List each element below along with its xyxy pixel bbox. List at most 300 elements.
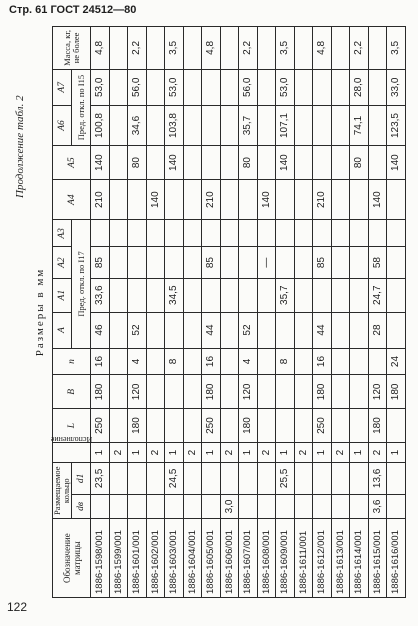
cell-name: 1886-1601/001	[128, 519, 147, 598]
cell-l	[109, 409, 128, 443]
cell-a6	[183, 105, 202, 145]
cell-b: 120	[128, 375, 147, 409]
cell-b: 180	[91, 375, 110, 409]
cell-l: 250	[91, 409, 110, 443]
cell-name: 1886-1616/001	[387, 519, 406, 598]
cell-a3	[202, 220, 221, 247]
cell-a3	[387, 220, 406, 247]
table-row	[387, 27, 406, 598]
cell-mass: 2,2	[239, 27, 258, 70]
cell-name: 1886-1613/001	[331, 519, 350, 598]
cell-a1	[294, 278, 313, 312]
cell-a7	[294, 69, 313, 105]
cell-a4: 140	[368, 179, 387, 219]
cell-n	[109, 348, 128, 375]
cell-a1	[350, 278, 369, 312]
cell-a2: 85	[313, 247, 332, 278]
cell-a1	[313, 278, 332, 312]
cell-name: 1886-1615/001	[368, 519, 387, 598]
cell-a: 28	[368, 312, 387, 348]
header-A3: A3	[53, 220, 72, 247]
cell-n	[220, 348, 239, 375]
cell-a7	[368, 69, 387, 105]
cell-n: 8	[276, 348, 295, 375]
cell-name: 1886-1603/001	[165, 519, 184, 598]
cell-dv	[257, 494, 276, 519]
cell-b: 180	[202, 375, 221, 409]
cell-a4	[239, 179, 258, 219]
cell-a4	[387, 179, 406, 219]
cell-l	[350, 409, 369, 443]
header-A4: A4	[53, 179, 91, 219]
cell-d1	[128, 463, 147, 494]
table-row	[183, 27, 202, 598]
cell-a2	[350, 247, 369, 278]
cell-d1	[257, 463, 276, 494]
cell-a2	[183, 247, 202, 278]
cell-a6: 35,7	[239, 105, 258, 145]
cell-isp: 1	[128, 442, 147, 462]
cell-a2	[128, 247, 147, 278]
cell-isp: 2	[183, 442, 202, 462]
cell-a1: 35,7	[276, 278, 295, 312]
cell-a	[146, 312, 165, 348]
cell-a6	[109, 105, 128, 145]
cell-a1	[239, 278, 258, 312]
cell-a6	[313, 105, 332, 145]
cell-a2: 85	[91, 247, 110, 278]
table-row	[276, 27, 295, 598]
cell-d1	[146, 463, 165, 494]
cell-a5	[109, 146, 128, 180]
cell-a7	[331, 69, 350, 105]
cell-a: 52	[239, 312, 258, 348]
cell-d1	[294, 463, 313, 494]
cell-a2	[294, 247, 313, 278]
cell-a1	[183, 278, 202, 312]
cell-a4	[331, 179, 350, 219]
cell-a3	[165, 220, 184, 247]
cell-a2	[239, 247, 258, 278]
cell-a5	[220, 146, 239, 180]
cell-a6: 34,6	[128, 105, 147, 145]
cell-d1	[350, 463, 369, 494]
cell-b	[257, 375, 276, 409]
table-body	[91, 27, 406, 598]
cell-a6	[220, 105, 239, 145]
cell-a4	[276, 179, 295, 219]
cell-a3	[331, 220, 350, 247]
cell-a5: 140	[276, 146, 295, 180]
cell-a2	[165, 247, 184, 278]
cell-d1	[202, 463, 221, 494]
cell-n: 16	[313, 348, 332, 375]
cell-b: 180	[387, 375, 406, 409]
cell-a6: 123,5	[387, 105, 406, 145]
cell-a5	[146, 146, 165, 180]
cell-a3	[313, 220, 332, 247]
cell-a5: 140	[387, 146, 406, 180]
header-L: L	[53, 409, 91, 443]
cell-a	[165, 312, 184, 348]
cell-a1	[146, 278, 165, 312]
cell-mass: 3,5	[165, 27, 184, 70]
cell-a5: 140	[165, 146, 184, 180]
cell-d1: 13,6	[368, 463, 387, 494]
cell-n	[183, 348, 202, 375]
table-row	[165, 27, 184, 598]
cell-a7	[183, 69, 202, 105]
table-row	[331, 27, 350, 598]
cell-dv	[331, 494, 350, 519]
header-name: Обозначение матрицы	[53, 519, 91, 598]
cell-a7	[220, 69, 239, 105]
cell-a	[183, 312, 202, 348]
cell-a7: 56,0	[239, 69, 258, 105]
cell-isp: 1	[202, 442, 221, 462]
cell-n	[146, 348, 165, 375]
cell-a2	[331, 247, 350, 278]
cell-name: 1886-1611/001	[294, 519, 313, 598]
cell-l	[331, 409, 350, 443]
cell-a7	[109, 69, 128, 105]
cell-isp: 1	[350, 442, 369, 462]
cell-b	[146, 375, 165, 409]
cell-a7	[257, 69, 276, 105]
cell-a	[294, 312, 313, 348]
page-header: Стр. 61 ГОСТ 24512—80	[9, 4, 137, 16]
cell-a5	[183, 146, 202, 180]
cell-dv	[165, 494, 184, 519]
cell-isp: 1	[165, 442, 184, 462]
table-row	[220, 27, 239, 598]
cell-a1	[128, 278, 147, 312]
cell-isp: 2	[220, 442, 239, 462]
cell-d1	[239, 463, 258, 494]
cell-dv	[128, 494, 147, 519]
cell-a: 44	[313, 312, 332, 348]
cell-isp: 2	[146, 442, 165, 462]
cell-a1: 33,6	[91, 278, 110, 312]
cell-a5	[313, 146, 332, 180]
cell-a7: 53,0	[91, 69, 110, 105]
cell-a2	[220, 247, 239, 278]
dimensions-table	[52, 26, 406, 598]
header-ring: Размещаемое кольцо	[53, 463, 72, 519]
table-row	[294, 27, 313, 598]
table-row	[313, 27, 332, 598]
cell-d1: 24,5	[165, 463, 184, 494]
cell-dv	[91, 494, 110, 519]
cell-a7: 56,0	[128, 69, 147, 105]
header-B: B	[53, 375, 91, 409]
cell-n	[350, 348, 369, 375]
cell-a6	[202, 105, 221, 145]
cell-a6: 103,8	[165, 105, 184, 145]
cell-a4	[350, 179, 369, 219]
cell-a5	[331, 146, 350, 180]
cell-a7	[202, 69, 221, 105]
page-number: 122	[7, 600, 28, 614]
table-row	[146, 27, 165, 598]
cell-b	[220, 375, 239, 409]
cell-a1	[257, 278, 276, 312]
header-A2: A2	[53, 247, 72, 278]
table-row	[257, 27, 276, 598]
cell-dv	[109, 494, 128, 519]
table-title: Размеры в мм	[34, 267, 46, 357]
cell-mass	[220, 27, 239, 70]
cell-a4: 210	[313, 179, 332, 219]
cell-a7: 53,0	[165, 69, 184, 105]
cell-mass	[368, 27, 387, 70]
cell-b	[276, 375, 295, 409]
table-row	[368, 27, 387, 598]
cell-isp: 2	[109, 442, 128, 462]
cell-n: 24	[387, 348, 406, 375]
cell-a3	[183, 220, 202, 247]
cell-a5	[294, 146, 313, 180]
cell-a: 46	[91, 312, 110, 348]
cell-a6: 74,1	[350, 105, 369, 145]
cell-n	[257, 348, 276, 375]
header-ispolnenie: Исполнение	[53, 442, 91, 462]
cell-b: 120	[368, 375, 387, 409]
cell-b	[331, 375, 350, 409]
cell-a1: 34,5	[165, 278, 184, 312]
cell-d1	[109, 463, 128, 494]
cell-a4: 210	[91, 179, 110, 219]
cell-b: 180	[313, 375, 332, 409]
cell-a7	[146, 69, 165, 105]
cell-b	[294, 375, 313, 409]
table-continuation-label: Продолжение табл. 2	[14, 95, 26, 198]
cell-a5: 80	[239, 146, 258, 180]
cell-a3	[239, 220, 258, 247]
cell-a4	[109, 179, 128, 219]
cell-dv	[276, 494, 295, 519]
cell-mass	[146, 27, 165, 70]
header-A7: A7	[53, 69, 72, 105]
cell-a6	[368, 105, 387, 145]
cell-l	[387, 409, 406, 443]
cell-mass	[183, 27, 202, 70]
cell-n	[294, 348, 313, 375]
table-row	[350, 27, 369, 598]
cell-b: 120	[239, 375, 258, 409]
cell-d1	[220, 463, 239, 494]
cell-a4	[294, 179, 313, 219]
cell-dv	[313, 494, 332, 519]
cell-a	[350, 312, 369, 348]
cell-l	[294, 409, 313, 443]
cell-l	[146, 409, 165, 443]
cell-a3	[109, 220, 128, 247]
cell-n	[368, 348, 387, 375]
cell-a1	[220, 278, 239, 312]
cell-a4	[165, 179, 184, 219]
cell-isp: 1	[387, 442, 406, 462]
cell-b	[109, 375, 128, 409]
header-A6: A6	[53, 105, 72, 145]
table-row	[128, 27, 147, 598]
cell-a: 44	[202, 312, 221, 348]
cell-l: 180	[368, 409, 387, 443]
cell-dv	[202, 494, 221, 519]
cell-a3	[91, 220, 110, 247]
cell-isp: 1	[313, 442, 332, 462]
cell-a3	[276, 220, 295, 247]
cell-name: 1886-1599/001	[109, 519, 128, 598]
cell-a4: 210	[202, 179, 221, 219]
cell-a3	[146, 220, 165, 247]
cell-dv	[183, 494, 202, 519]
cell-a	[387, 312, 406, 348]
cell-isp: 1	[239, 442, 258, 462]
cell-name: 1886-1609/001	[276, 519, 295, 598]
cell-mass	[109, 27, 128, 70]
header-A1: A1	[53, 278, 72, 312]
table-row	[239, 27, 258, 598]
cell-mass: 3,5	[387, 27, 406, 70]
cell-a6: 107,1	[276, 105, 295, 145]
cell-a1	[202, 278, 221, 312]
cell-d1	[387, 463, 406, 494]
cell-a7: 28,0	[350, 69, 369, 105]
table-row	[91, 27, 110, 598]
cell-a1: 24,7	[368, 278, 387, 312]
cell-d1	[331, 463, 350, 494]
cell-a6	[331, 105, 350, 145]
cell-a1	[331, 278, 350, 312]
cell-a5	[257, 146, 276, 180]
cell-name: 1886-1604/001	[183, 519, 202, 598]
cell-name: 1886-1605/001	[202, 519, 221, 598]
cell-n	[331, 348, 350, 375]
cell-a5	[368, 146, 387, 180]
cell-a5: 140	[91, 146, 110, 180]
cell-isp: 2	[331, 442, 350, 462]
cell-a2	[276, 247, 295, 278]
cell-a	[220, 312, 239, 348]
cell-mass: 2,2	[128, 27, 147, 70]
cell-name: 1886-1607/001	[239, 519, 258, 598]
cell-a5	[202, 146, 221, 180]
cell-mass: 4,8	[91, 27, 110, 70]
cell-a2: —	[257, 247, 276, 278]
cell-name: 1886-1606/001	[220, 519, 239, 598]
cell-dv	[350, 494, 369, 519]
cell-isp: 1	[91, 442, 110, 462]
cell-a6	[146, 105, 165, 145]
header-A: A	[53, 312, 72, 348]
cell-n: 16	[91, 348, 110, 375]
cell-b	[350, 375, 369, 409]
header-d1: d1	[72, 463, 91, 494]
cell-mass: 4,8	[202, 27, 221, 70]
cell-n: 4	[239, 348, 258, 375]
cell-a2	[146, 247, 165, 278]
cell-a: 52	[128, 312, 147, 348]
cell-a3	[128, 220, 147, 247]
cell-a7: 33,0	[387, 69, 406, 105]
header-tolerance-1: Пред. откл. по I17	[72, 220, 91, 348]
cell-dv	[239, 494, 258, 519]
cell-a4	[220, 179, 239, 219]
cell-l: 250	[313, 409, 332, 443]
cell-a2: 58	[368, 247, 387, 278]
cell-l	[183, 409, 202, 443]
cell-l: 250	[202, 409, 221, 443]
cell-a6: 100,8	[91, 105, 110, 145]
cell-dv: 3,6	[368, 494, 387, 519]
cell-dv	[387, 494, 406, 519]
cell-name: 1886-1608/001	[257, 519, 276, 598]
header-A5: A5	[53, 146, 91, 180]
cell-d1: 23,5	[91, 463, 110, 494]
cell-a7	[313, 69, 332, 105]
table-row	[202, 27, 221, 598]
cell-a3	[350, 220, 369, 247]
cell-dv	[294, 494, 313, 519]
table-row	[109, 27, 128, 598]
cell-a1	[387, 278, 406, 312]
cell-isp: 2	[257, 442, 276, 462]
cell-a4	[128, 179, 147, 219]
cell-a4: 140	[257, 179, 276, 219]
header-tolerance-2: Пред. откл. по I15	[72, 69, 91, 145]
header-dв: dв	[72, 494, 91, 519]
cell-a	[257, 312, 276, 348]
header-n: n	[53, 348, 91, 375]
cell-l: 180	[239, 409, 258, 443]
cell-a7: 53,0	[276, 69, 295, 105]
cell-l	[165, 409, 184, 443]
cell-a	[331, 312, 350, 348]
cell-d1: 25,5	[276, 463, 295, 494]
cell-name: 1886-1614/001	[350, 519, 369, 598]
cell-d1	[183, 463, 202, 494]
cell-n: 8	[165, 348, 184, 375]
cell-l: 180	[128, 409, 147, 443]
cell-isp: 2	[368, 442, 387, 462]
cell-name: 1886-1602/001	[146, 519, 165, 598]
cell-isp: 1	[276, 442, 295, 462]
cell-d1	[313, 463, 332, 494]
cell-n: 16	[202, 348, 221, 375]
cell-a4: 140	[146, 179, 165, 219]
cell-a4	[183, 179, 202, 219]
cell-a6	[257, 105, 276, 145]
cell-a5: 80	[128, 146, 147, 180]
cell-name: 1886-1598/001	[91, 519, 110, 598]
cell-dv: 3,0	[220, 494, 239, 519]
cell-mass: 3,5	[276, 27, 295, 70]
cell-a5: 80	[350, 146, 369, 180]
cell-a3	[220, 220, 239, 247]
cell-a	[276, 312, 295, 348]
cell-mass	[331, 27, 350, 70]
cell-b	[165, 375, 184, 409]
cell-a3	[368, 220, 387, 247]
cell-a6	[294, 105, 313, 145]
cell-mass: 2,2	[350, 27, 369, 70]
cell-name: 1886-1612/001	[313, 519, 332, 598]
cell-a	[109, 312, 128, 348]
cell-mass: 4,8	[313, 27, 332, 70]
cell-n: 4	[128, 348, 147, 375]
header-mass: Масса, кг, не более	[53, 27, 91, 70]
